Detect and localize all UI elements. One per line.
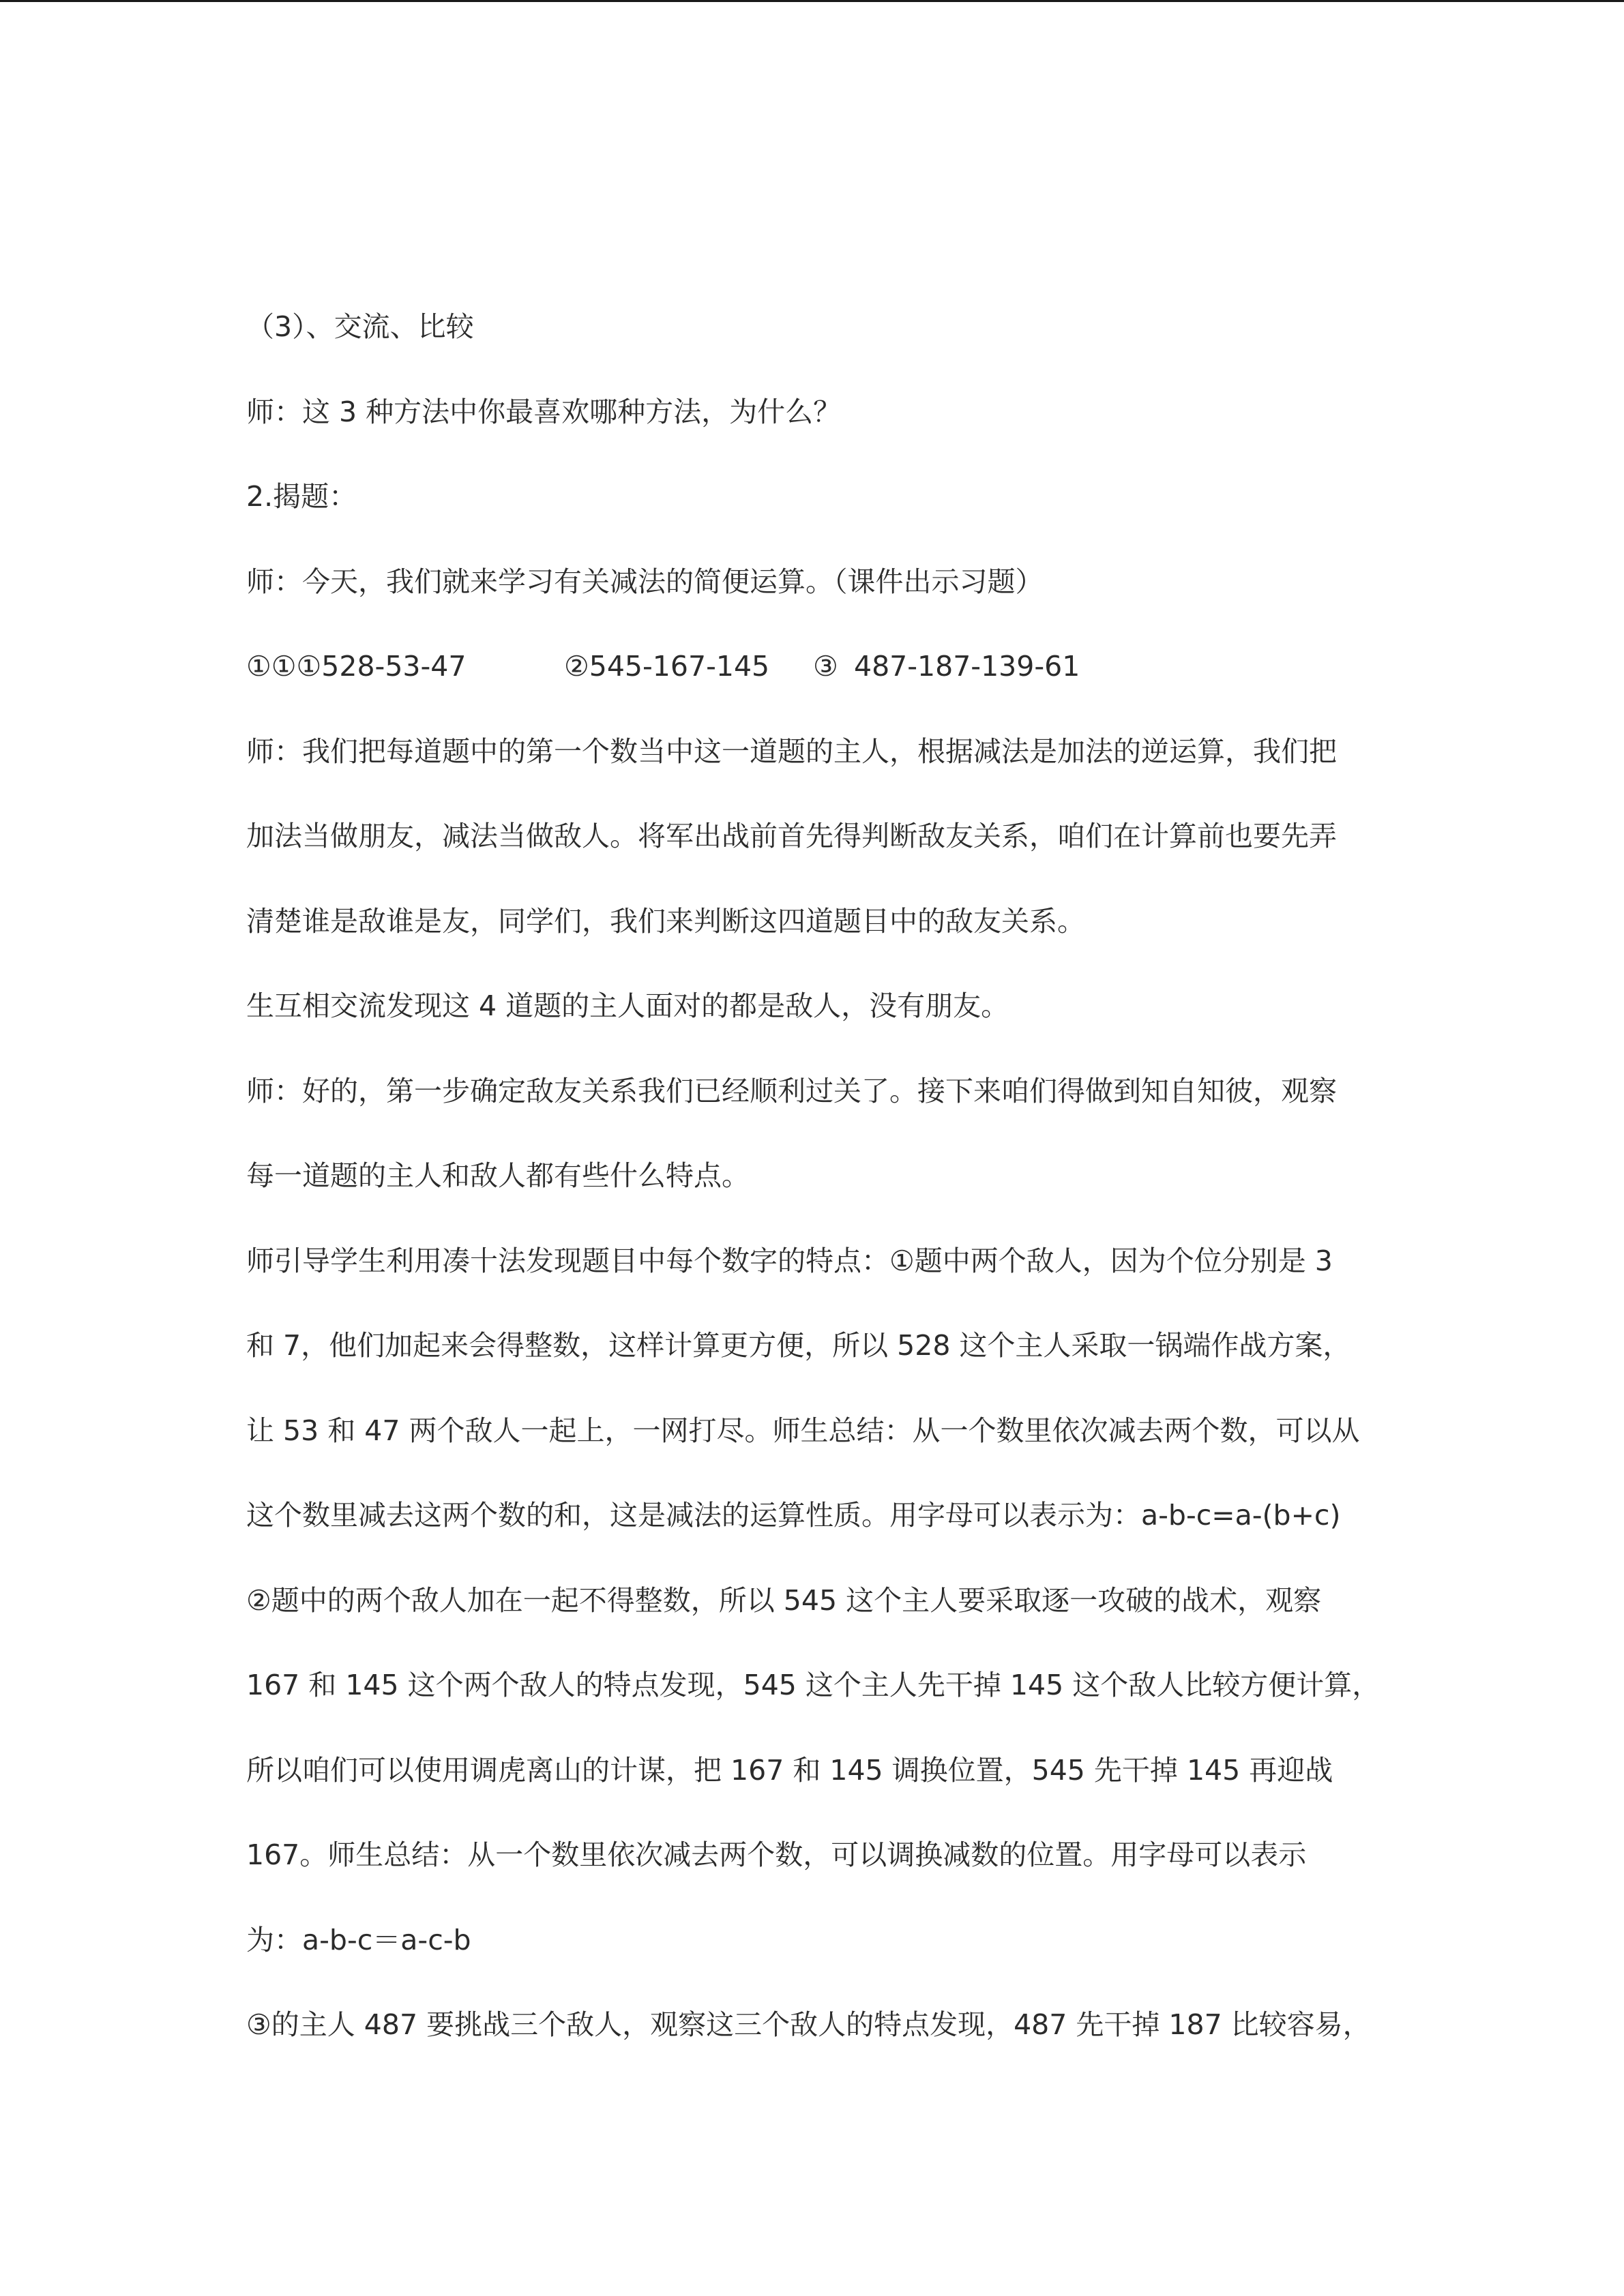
text-line: 这个数里减去这两个数的和，这是减法的运算性质。用字母可以表示为：a-b-c=a-(b+c) xyxy=(246,1499,1341,1532)
exercise-list xyxy=(246,624,1378,709)
text-line: 所以咱们可以使用调虎离山的计谋，把 167 和 145 调换位置，545 先干掉 145 再迎战 xyxy=(246,1753,1333,1787)
text-line: 2.揭题： xyxy=(246,480,357,513)
page-top-border xyxy=(0,0,1624,2)
text-line: 167 和 145 这个两个敌人的特点发现，545 这个主人先干掉 145 这个敌人比较方便计算， xyxy=(246,1669,1381,1701)
document-body xyxy=(246,284,1381,2068)
text-line: 为：a-b-c＝a-c-b xyxy=(246,1923,471,1956)
text-line: 师：好的，第一步确定敌友关系我们已经顺利过关了。接下来咱们得做到知自知彼，观察 xyxy=(246,1074,1337,1107)
text-line: 让 53 和 47 两个敌人一起上，一网打尽。师生总结：从一个数里依次减去两个数，可以从 xyxy=(246,1414,1360,1447)
exercise-2: ②545-167-145 xyxy=(564,650,770,683)
exercise-3-marker: ③ xyxy=(813,650,838,683)
text-line: 生互相交流发现这 4 道题的主人面对的都是敌人，没有朋友。 xyxy=(246,989,1009,1022)
section-heading: （3）、交流、比较 xyxy=(246,310,474,343)
text-line: 师引导学生利用凑十法发现题目中每个数字的特点：①题中两个敌人，因为个位分别是 3 xyxy=(246,1244,1333,1277)
exercise-1: ①①①528-53-47 xyxy=(246,650,467,683)
text-line: 加法当做朋友，减法当做敌人。将军出战前首先得判断敌友关系，咱们在计算前也要先弄 xyxy=(246,820,1337,852)
exercise-3: 487-187-139-61 xyxy=(854,650,1080,683)
text-line: 167。师生总结：从一个数里依次减去两个数，可以调换减数的位置。用字母可以表示 xyxy=(246,1838,1307,1871)
text-line: 师：这 3 种方法中你最喜欢哪种方法，为什么？ xyxy=(246,395,842,428)
text-line: ③的主人 487 要挑战三个敌人，观察这三个敌人的特点发现，487 先干掉 187 比较容易， xyxy=(246,2008,1371,2041)
text-line: 和 7，他们加起来会得整数，这样计算更方便，所以 528 这个主人采取一锅端作战方案， xyxy=(246,1329,1351,1362)
text-line: 师：我们把每道题中的第一个数当中这一道题的主人，根据减法是加法的逆运算，我们把 xyxy=(246,734,1337,768)
text-line: 每一道题的主人和敌人都有些什么特点。 xyxy=(246,1159,750,1192)
text-line: 师：今天，我们就来学习有关减法的简便运算。（课件出示习题） xyxy=(246,565,1044,598)
text-line: ②题中的两个敌人加在一起不得整数，所以 545 这个主人要采取逐一攻破的战术，观察 xyxy=(246,1583,1322,1617)
text-line: 清楚谁是敌谁是友，同学们，我们来判断这四道题目中的敌友关系。 xyxy=(246,904,1085,938)
